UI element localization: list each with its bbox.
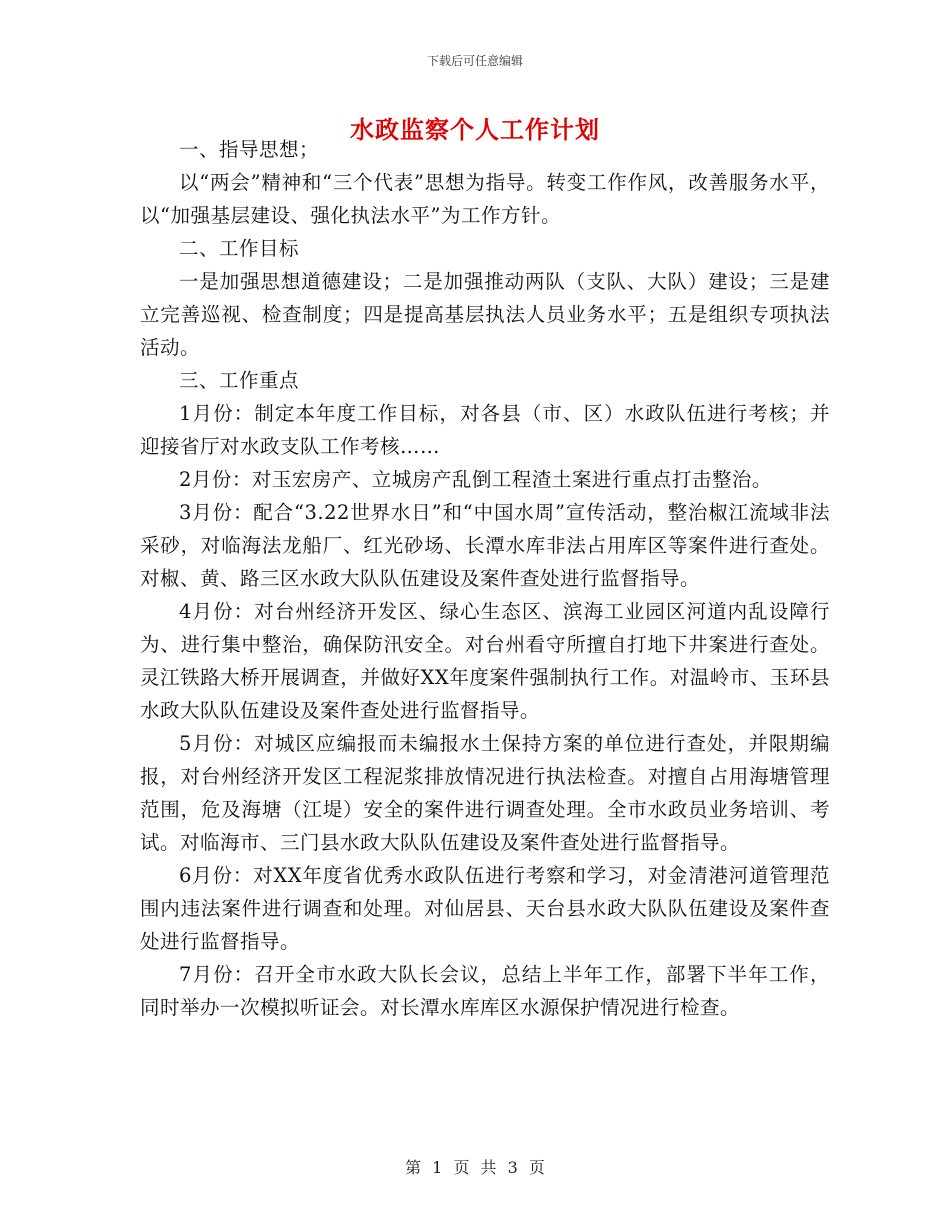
document-title: 水政监察个人工作计划 [350, 115, 600, 144]
paragraph-february: 2月份：对玉宏房产、立城房产乱倒工程渣土案进行重点打击整治。 [179, 468, 772, 491]
heading-work-focus: 三、工作重点 [179, 369, 300, 392]
paragraph-may: 5月份：对城区应编报而未编报水土保持方案的单位进行查处，并限期编报，对台州经济开发区工程泥浆排放情况进行执法检查。对擅自占用海塘管理范围，危及海塘（江堤）安全的案件进行调查处理。全市水政员业务培训、考试。对临海市、三门县水政大队队伍建设及案件查处进行监督指导。 [140, 732, 830, 854]
paragraph-guiding-ideology: 以“两会”精神和“三个代表”思想为指导。转变工作作风，改善服务水平，以“加强基层建设、强化执法水平”为工作方针。 [140, 171, 830, 227]
heading-guiding-ideology: 一、指导思想； [179, 138, 320, 161]
paragraph-june: 6月份：对XX年度省优秀水政队伍进行考察和学习，对金清港河道管理范围内违法案件进行调查和处理。对仙居县、天台县水政大队队伍建设及案件查处进行监督指导。 [140, 864, 830, 953]
heading-work-goals: 二、工作目标 [179, 237, 300, 260]
document-body [140, 133, 830, 1024]
paragraph-work-goals: 一是加强思想道德建设；二是加强推动两队（支队、大队）建设；三是建立完善巡视、检查制度；四是提高基层执法人员业务水平；五是组织专项执法活动。 [140, 270, 830, 359]
page-number-footer: 第 1 页 共 3 页 [405, 1158, 545, 1177]
paragraph-april: 4月份：对台州经济开发区、绿心生态区、滨海工业园区河道内乱设障行为、进行集中整治，确保防汛安全。对台州看守所擅自打地下井案进行查处。灵江铁路大桥开展调查，并做好XX年度案件强制执行工作。对温岭市、玉环县水政大队队伍建设及案件查处进行监督指导。 [140, 600, 830, 722]
page-header-note: 下载后可任意编辑 [426, 54, 523, 68]
paragraph-january: 1月份：制定本年度工作目标，对各县（市、区）水政队伍进行考核；并迎接省厅对水政支队工作考核…… [140, 402, 830, 458]
paragraph-july: 7月份：召开全市水政大队长会议，总结上半年工作，部署下半年工作，同时举办一次模拟听证会。对长潭水库库区水源保护情况进行检查。 [140, 963, 830, 1019]
paragraph-march: 3月份：配合“3.22世界水日”和“中国水周”宣传活动，整治椒江流域非法采砂，对临海法龙船厂、红光砂场、长潭水库非法占用库区等案件进行查处。对椒、黄、路三区水政大队队伍建设及案件查处进行监督指导。 [140, 501, 830, 590]
